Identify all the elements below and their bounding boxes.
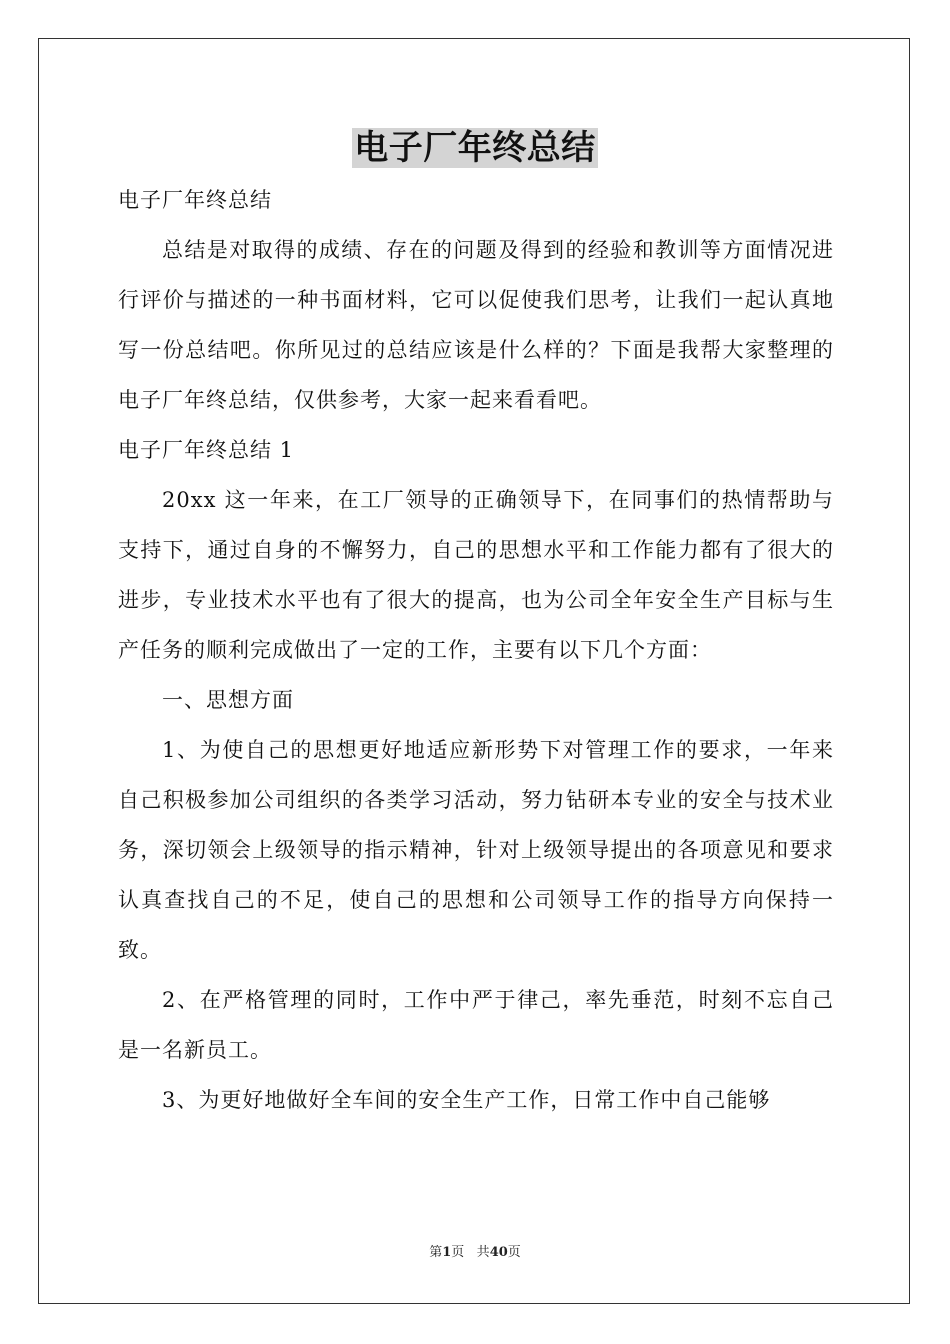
page-footer: [0, 1244, 950, 1262]
page-suffix: 页: [451, 1245, 465, 1260]
paragraph: 2、在严格管理的同时，工作中严于律己，率先垂范，时刻不忘自己是一名新员工。: [118, 988, 834, 1062]
paragraph: 电子厂年终总结: [118, 188, 272, 212]
paragraph: 电子厂年终总结 1: [118, 438, 295, 462]
total-pages: 40: [489, 1245, 508, 1260]
paragraph: 20xx 这一年来，在工厂领导的正确领导下，在同事们的热情帮助与支持下，通过自身的不懈努力，自己的思想水平和工作能力都有了很大的进步，专业技术水平也有了很大的提高，也为公司全年安全生产目标与生产任务的顺利完成做出了一定的工作，主要有以下几个方面：: [118, 488, 834, 662]
paragraph: 总结是对取得的成绩、存在的问题及得到的经验和教训等方面情况进行评价与描述的一种书面材料，它可以促使我们思考，让我们一起认真地写一份总结吧。你所见过的总结应该是什么样的？下面是我帮大家整理的电子厂年终总结，仅供参考，大家一起来看看吧。: [118, 238, 834, 412]
paragraph: 3、为更好地做好全车间的安全生产工作，日常工作中自己能够: [162, 1088, 771, 1112]
total-prefix: 共: [476, 1245, 490, 1260]
page-prefix: 第: [429, 1245, 443, 1260]
paragraph: 1、为使自己的思想更好地适应新形势下对管理工作的要求，一年来自己积极参加公司组织的各类学习活动，努力钻研本专业的安全与技术业务，深切领会上级领导的指示精神，针对上级领导提出的各项意见和要求认真查找自己的不足，使自己的思想和公司领导工作的指导方向保持一致。: [118, 738, 834, 962]
title-container: [0, 128, 950, 168]
page-number: 1: [442, 1245, 452, 1260]
total-suffix: 页: [507, 1245, 521, 1260]
document-title: 电子厂年终总结: [354, 128, 596, 168]
document-body: [118, 175, 834, 1125]
paragraph: 一、思想方面: [162, 688, 294, 712]
